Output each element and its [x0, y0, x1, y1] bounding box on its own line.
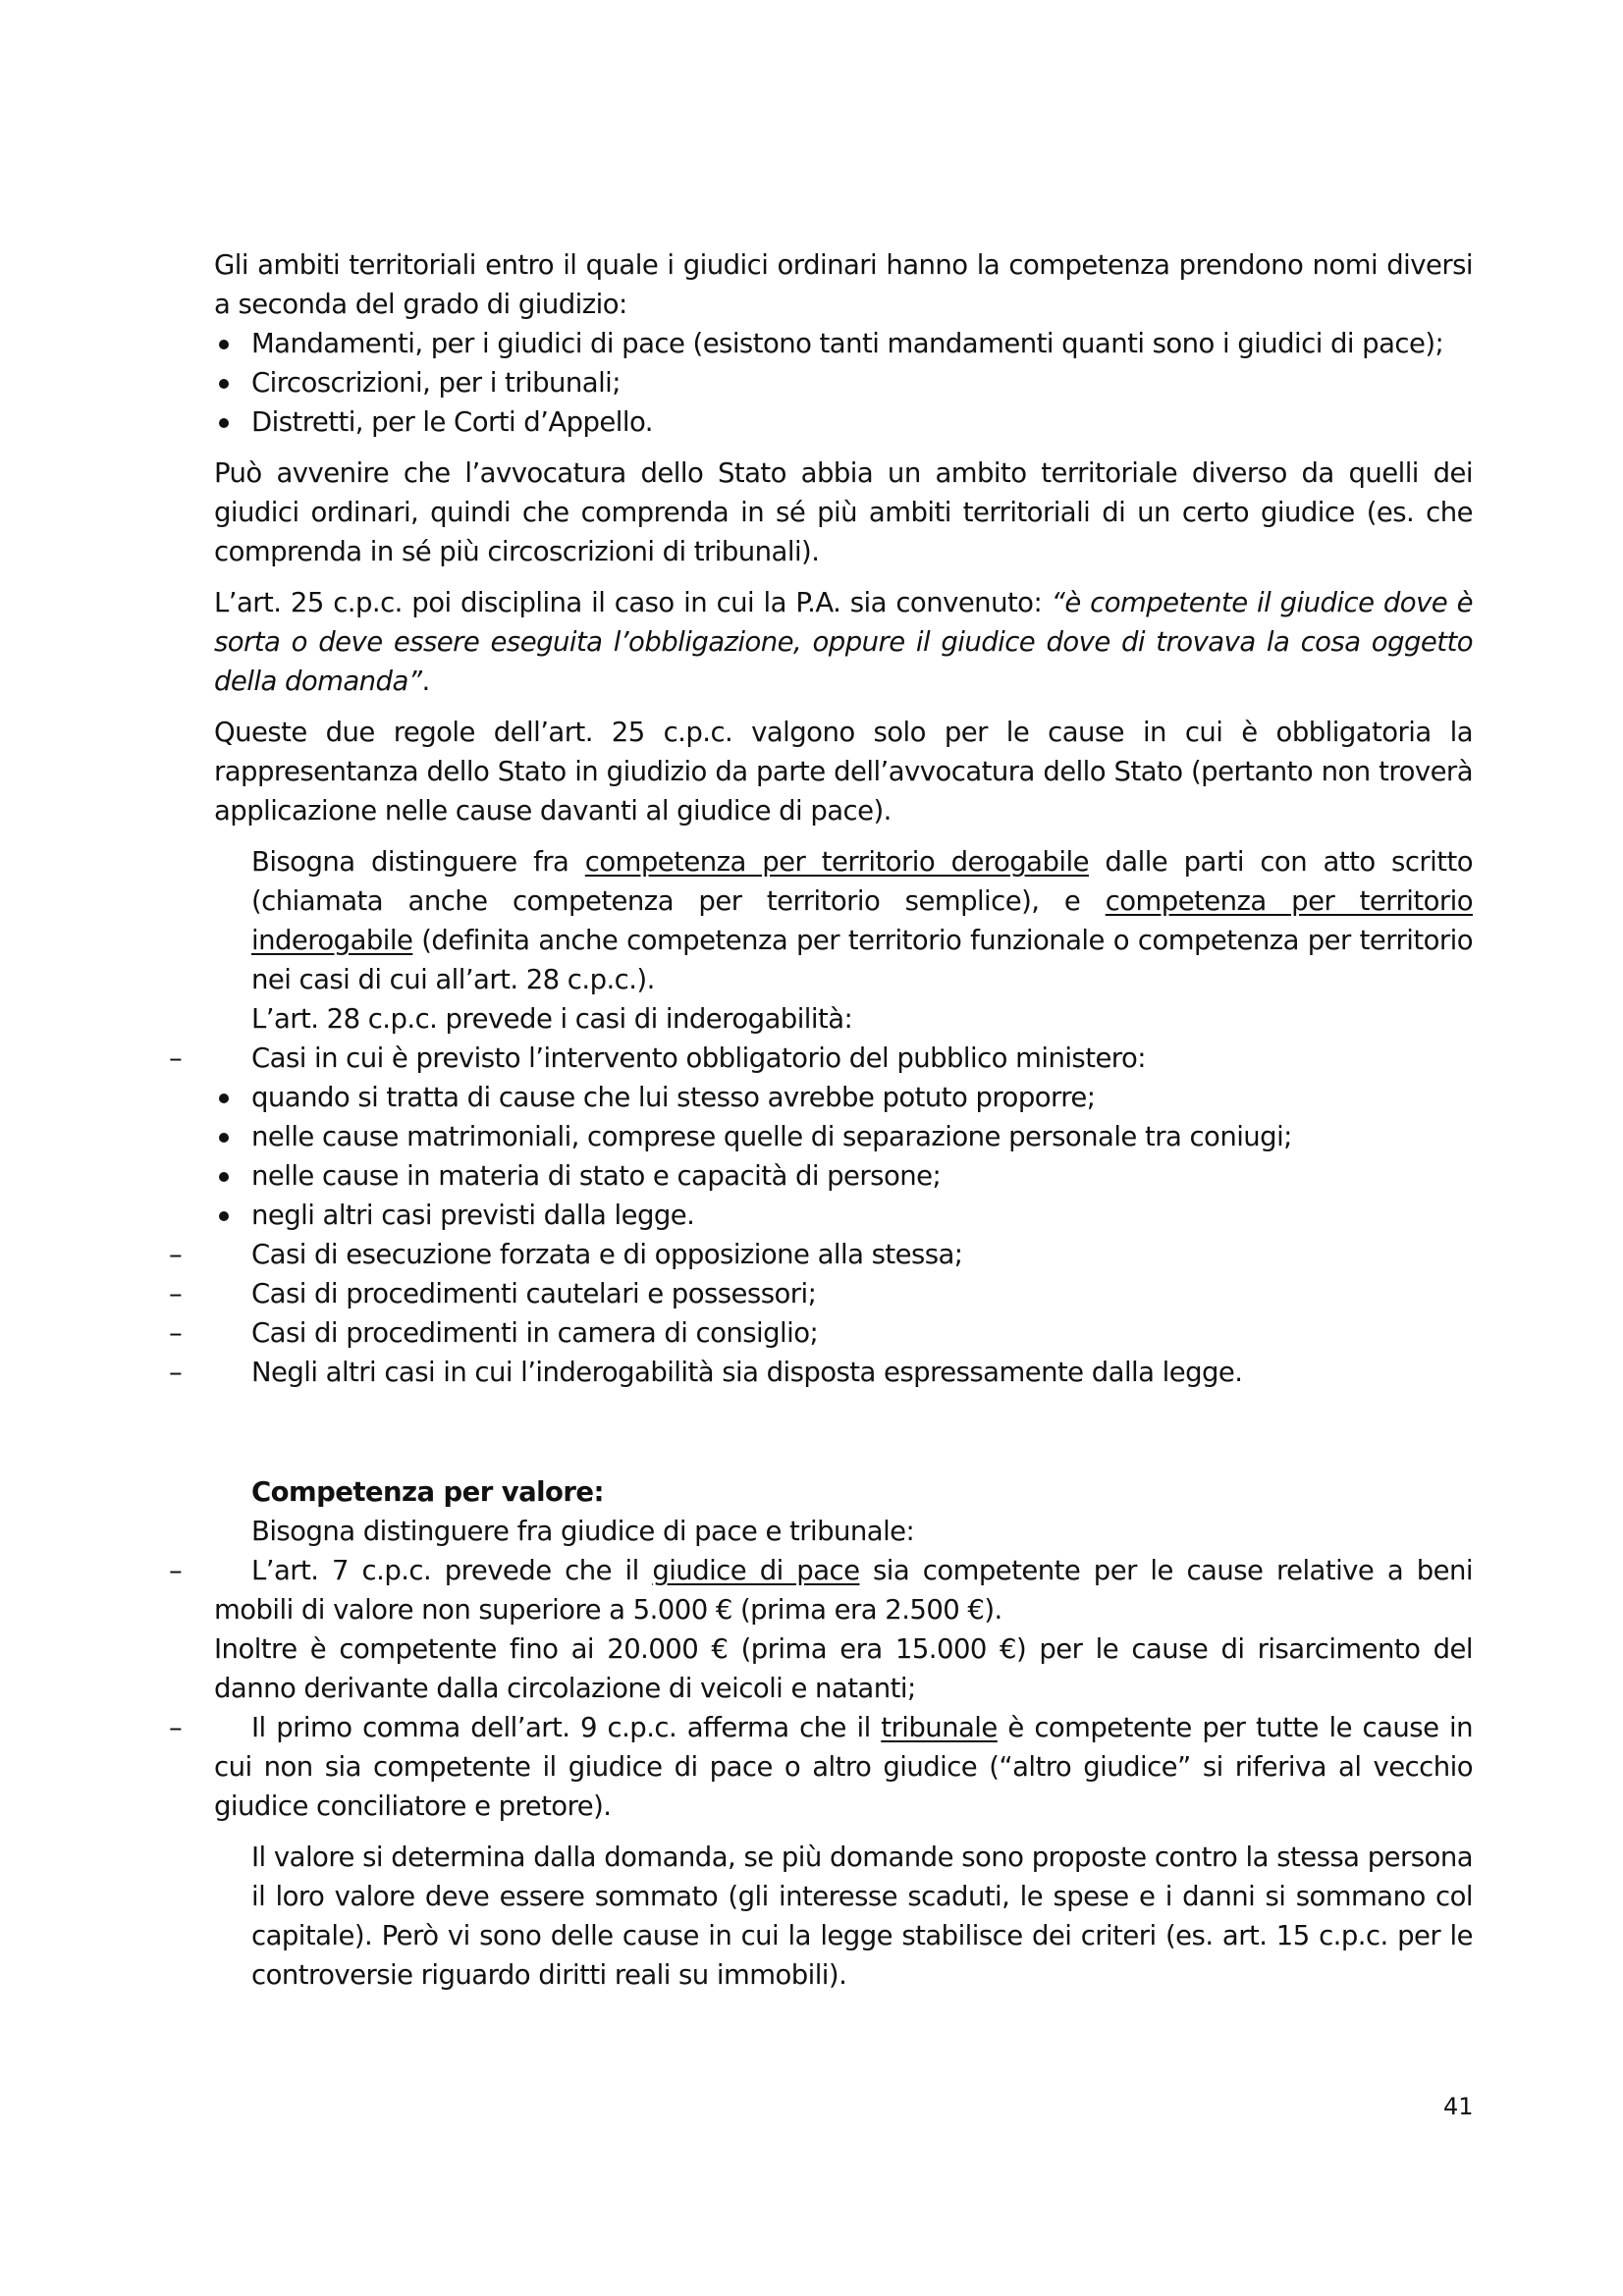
list-item: negli altri casi previsti dalla legge. — [214, 1196, 1473, 1235]
list-item: Circoscrizioni, per i tribunali; — [214, 363, 1473, 402]
list-item: quando si tratta di cause che lui stesso avrebbe potuto proporre; — [214, 1078, 1473, 1117]
inderogabile-term: competenza per territorio inderogabile — [251, 885, 1473, 956]
tribunale-item — [169, 1708, 1473, 1826]
valore-final-section — [214, 1838, 1473, 1995]
tribunale-text-2: è competente per tutte le cause in cui non sia competente il giudice di pace o altro giudice (“altro giudice” si riferiva al vecchio giudice conciliatore e pretore). — [214, 1712, 1473, 1822]
list-item: nelle cause in materia di stato e capacità di persone; — [214, 1156, 1473, 1196]
page-number: 41 — [1443, 2093, 1474, 2120]
dash-marker: – — [169, 1278, 183, 1309]
case-pubblico-ministero — [169, 1039, 1473, 1078]
art25-paragraph — [214, 583, 1473, 701]
dash-marker: – — [169, 1317, 183, 1349]
valore-final-paragraph: Il valore si determina dalla domanda, se più domande sono proposte contro la stessa persona il loro valore deve essere sommato (gli interesse scaduti, le spese e i danni si sommano col capitale). Però vi sono delle cause in cui la legge stabilisce dei criteri (es. art. 15 c.p.c. per le controversie riguardo diritti reali su immobili). — [251, 1842, 1473, 1991]
dash-marker: – — [169, 1555, 183, 1586]
giudice-pace-text-2: sia competente per le cause relative a beni mobili di valore non superiore a 5.000 € (prima era 2.500 €). — [214, 1555, 1473, 1626]
dash-marker: – — [169, 1357, 183, 1388]
territorio-text-2: dalle parti con atto scritto (chiamata anche competenza per territorio semplice), e — [251, 846, 1473, 917]
case-text: Casi in cui è previsto l’intervento obbligatorio del pubblico ministero: — [251, 1042, 1146, 1074]
territorio-paragraph — [251, 842, 1473, 999]
valore-section — [214, 1472, 1473, 1551]
territorio-section — [169, 842, 1473, 1392]
list-item: Distretti, per le Corti d’Appello. — [214, 402, 1473, 442]
case-text: Casi di procedimenti in camera di consiglio; — [251, 1317, 819, 1349]
case-text: Negli altri casi in cui l’inderogabilità sia disposta espressamente dalla legge. — [251, 1357, 1243, 1388]
case-camera-consiglio — [169, 1313, 1473, 1353]
giudice-pace-paragraph — [214, 1551, 1473, 1629]
giudice-pace-item — [169, 1551, 1473, 1629]
pm-cases-list — [251, 1078, 1473, 1235]
territorio-text-3: (definita anche competenza per territorio funzionale o competenza per territorio nei casi di cui all’art. 28 c.p.c.). — [251, 925, 1473, 995]
territorio-text-1: Bisogna distinguere fra — [251, 846, 585, 878]
grade-list — [214, 324, 1473, 442]
case-text: Casi di procedimenti cautelari e possessori; — [251, 1278, 817, 1309]
art25-text: L’art. 25 c.p.c. poi disciplina il caso in cui la P.A. sia convenuto: — [214, 587, 1052, 618]
section-heading: Competenza per valore: — [251, 1476, 604, 1508]
case-esecuzione — [169, 1235, 1473, 1274]
art28-line: L’art. 28 c.p.c. prevede i casi di inderogabilità: — [251, 1003, 853, 1035]
document-page — [169, 245, 1473, 1995]
avvocatura-paragraph: Può avvenire che l’avvocatura dello Stato abbia un ambito territoriale diverso da quelli dei giudici ordinari, quindi che comprenda in sé più ambiti territoriali di un certo giudice (es. che comprenda in sé più circoscrizioni di tribunali). — [214, 457, 1473, 567]
dash-marker: – — [169, 1239, 183, 1270]
case-cautelari — [169, 1274, 1473, 1313]
art25-end: . — [421, 666, 430, 697]
tribunale-term: tribunale — [881, 1712, 998, 1743]
art25-quote: “è competente il giudice dove è sorta o deve essere eseguita l’obbligazione, oppure il giudice dove di trovava la cosa oggetto della domanda” — [214, 587, 1473, 697]
giudice-pace-text-1: L’art. 7 c.p.c. prevede che il — [251, 1555, 653, 1586]
list-item: Mandamenti, per i giudici di pace (esistono tanti mandamenti quanti sono i giudici di pace); — [214, 324, 1473, 363]
case-text: Casi di esecuzione forzata e di opposizione alla stessa; — [251, 1239, 963, 1270]
valore-intro: Bisogna distinguere fra giudice di pace e tribunale: — [251, 1516, 915, 1547]
tribunale-paragraph — [214, 1708, 1473, 1826]
tribunale-text-1: Il primo comma dell’art. 9 c.p.c. afferma che il — [251, 1712, 882, 1743]
dash-marker: – — [169, 1042, 183, 1074]
list-item: nelle cause matrimoniali, comprese quelle di separazione personale tra coniugi; — [214, 1117, 1473, 1156]
giudice-pace-term: giudice di pace — [652, 1555, 860, 1586]
dash-marker: – — [169, 1712, 183, 1743]
rules-paragraph: Queste due regole dell’art. 25 c.p.c. valgono solo per le cause in cui è obbligatoria la rappresentanza dello Stato in giudizio da parte dell’avvocatura dello Stato (pertanto non troverà applicazione nelle cause davanti al giudice di pace). — [214, 717, 1473, 827]
risarcimento-paragraph: Inoltre è competente fino ai 20.000 € (prima era 15.000 €) per le cause di risarcimento del danno derivante dalla circolazione di veicoli e natanti; — [214, 1633, 1473, 1704]
derogabile-term: competenza per territorio derogabile — [584, 846, 1089, 878]
case-altri — [169, 1353, 1473, 1392]
intro-paragraph: Gli ambiti territoriali entro il quale i giudici ordinari hanno la competenza prendono nomi diversi a seconda del grado di giudizio: — [214, 249, 1473, 320]
